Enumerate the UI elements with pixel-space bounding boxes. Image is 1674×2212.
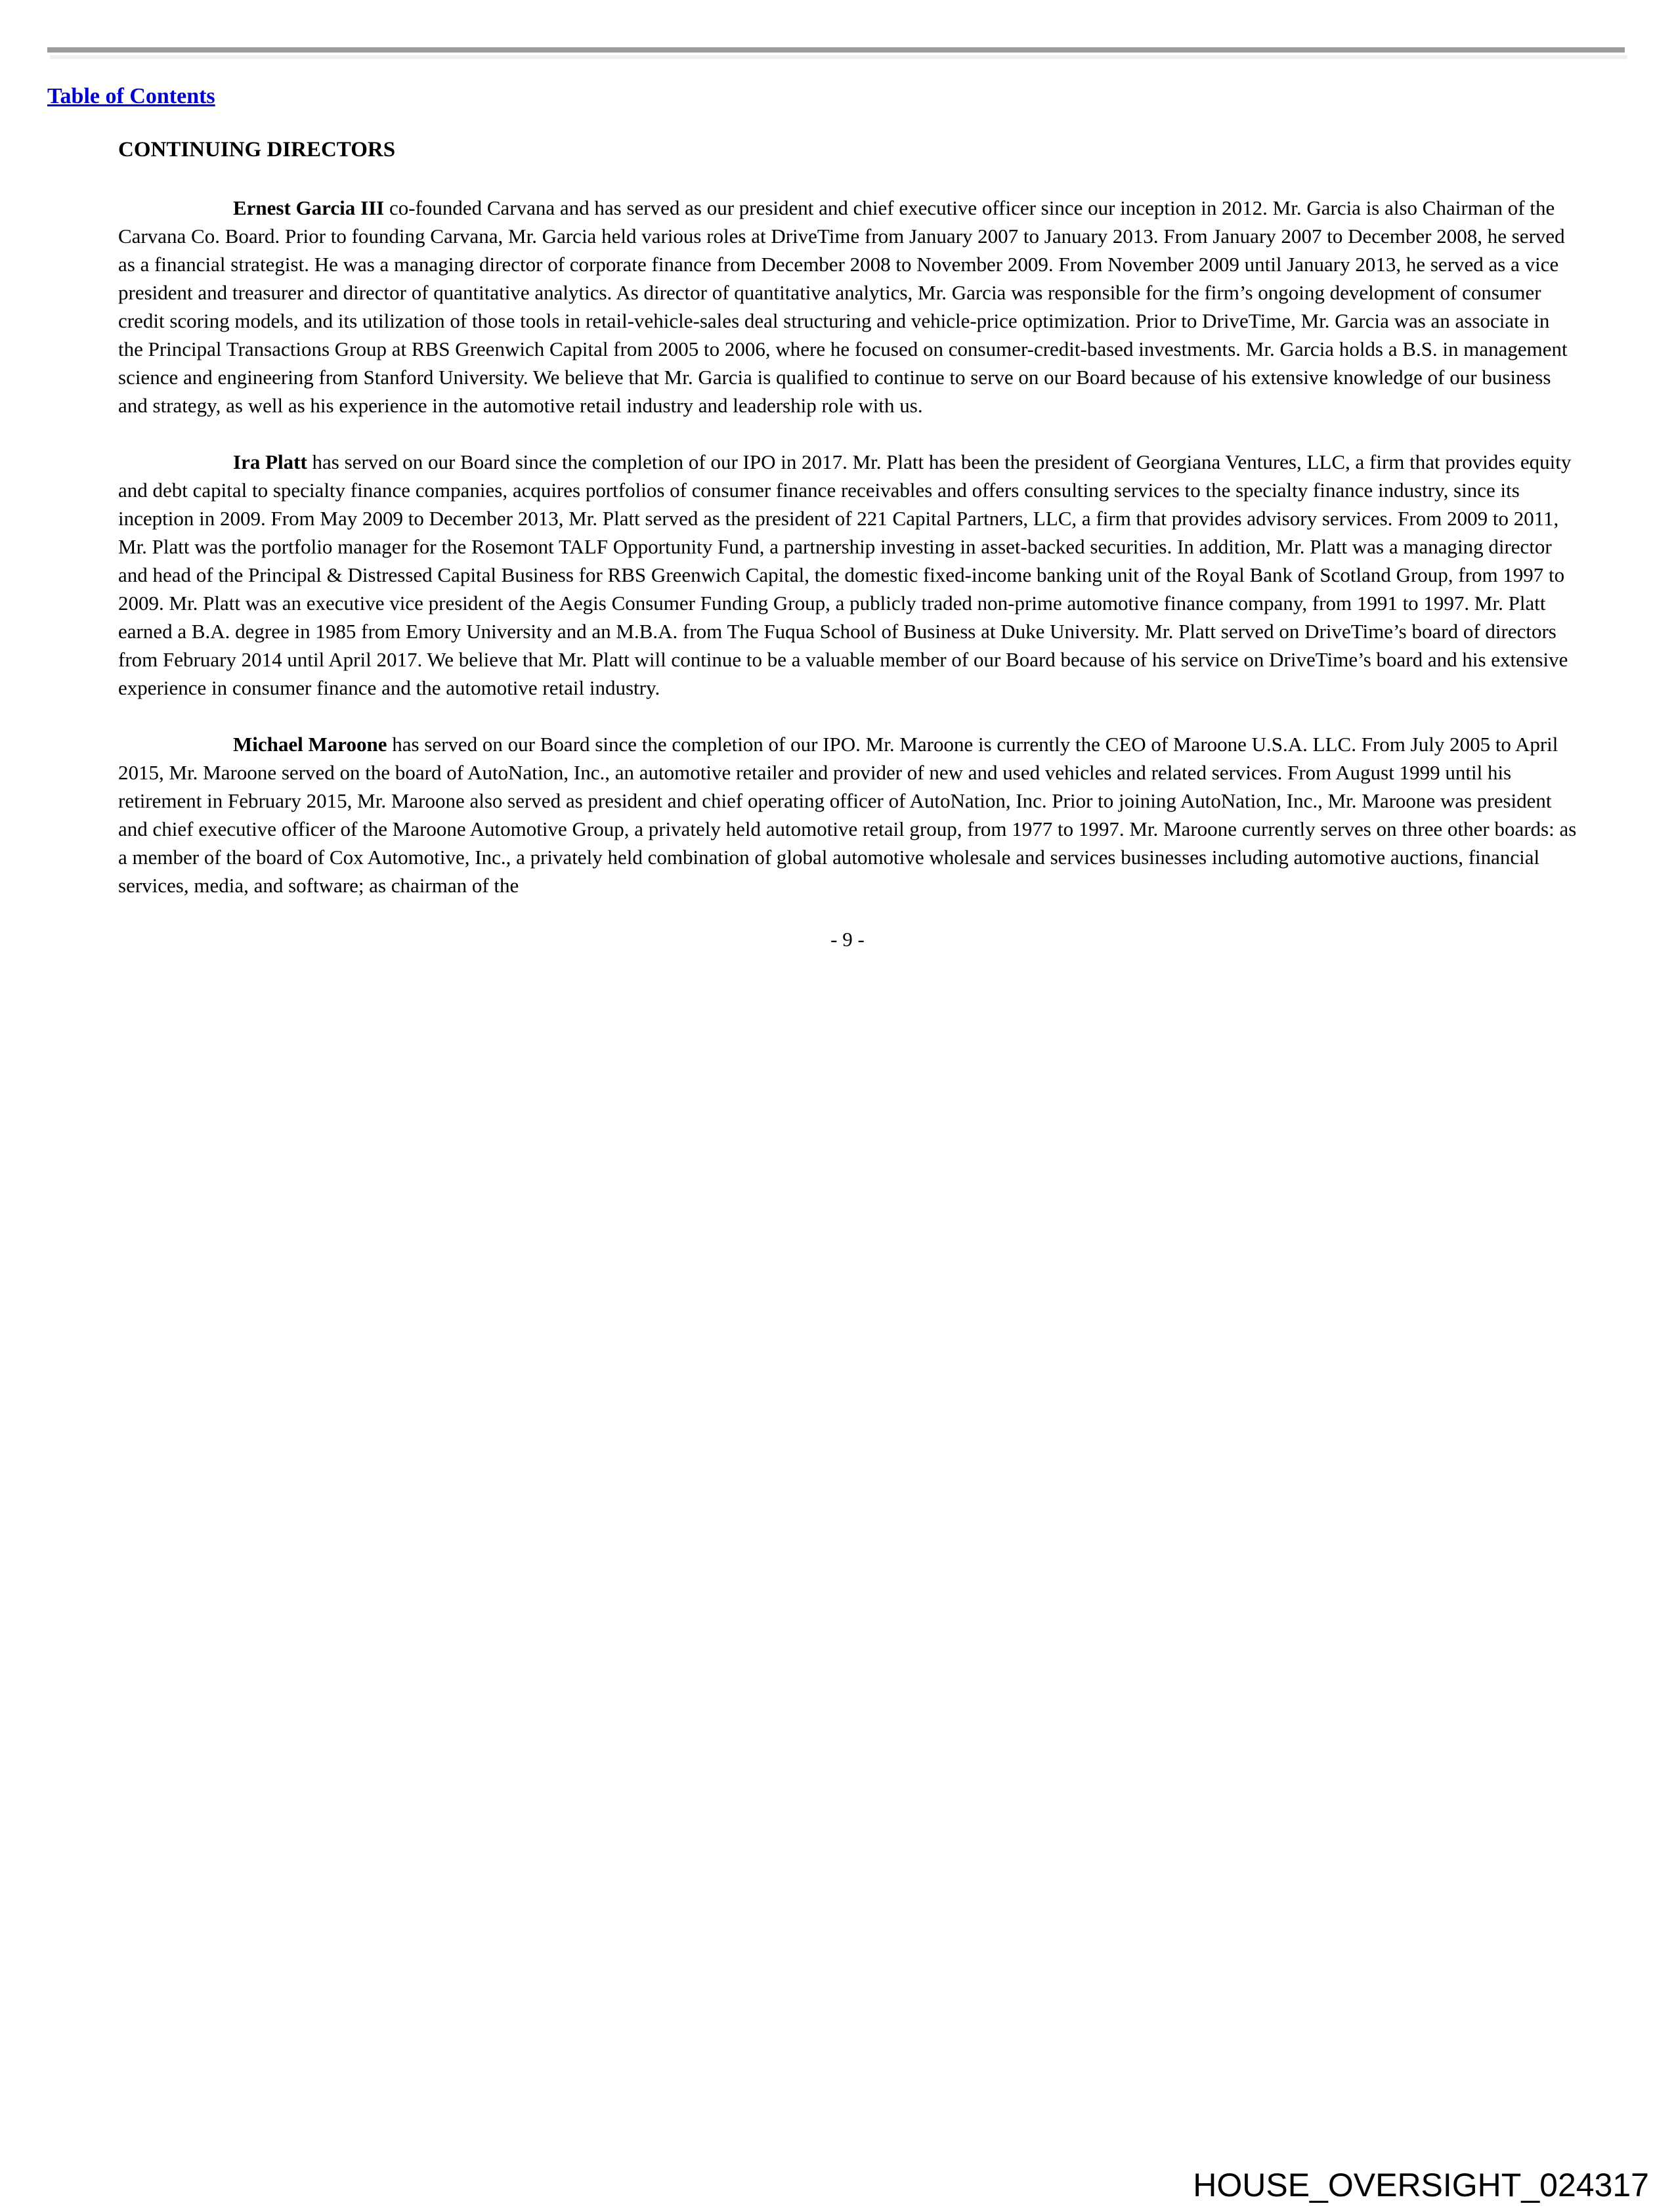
director-bio-text-maroone: has served on our Board since the completion of our IPO. Mr. Maroone is currently the CEO of Maroone U.S.A. LLC. From July 2005 to April 2015, Mr. Maroone served on the board of AutoNation, Inc., an automotive retailer and provider of new and used vehicles and related services. From August 1999 until his retirement in February 2015, Mr. Maroone also served as president and chief operating officer of AutoNation, Inc. Prior to joining AutoNation, Inc., Mr. Maroone was president and chief executive officer of the Maroone Automotive Group, a privately held automotive retail group, from 1977 to 1997. Mr. Maroone currently serves on three other boards: as a member of the board of Cox Automotive, Inc., a privately held combination of global automotive wholesale and services businesses including automotive auctions, financial services, media, and software; as chairman of the bbox=[118, 733, 1577, 897]
horizontal-rule bbox=[47, 47, 1625, 53]
director-bio-paragraph-garcia bbox=[118, 194, 1577, 420]
section-heading: CONTINUING DIRECTORS bbox=[118, 138, 396, 162]
director-name-platt: Ira Platt bbox=[233, 450, 307, 473]
director-bio-paragraph-platt bbox=[118, 448, 1577, 702]
page-number: - 9 - bbox=[830, 928, 865, 951]
director-name-maroone: Michael Maroone bbox=[233, 733, 387, 756]
director-bio-paragraph-maroone bbox=[118, 730, 1577, 900]
director-bio-text-garcia: co-founded Carvana and has served as our president and chief executive officer since our inception in 2012. Mr. Garcia is also Chairman of the Carvana Co. Board. Prior to founding Carvana, Mr. Garcia held various roles at DriveTime from January 2007 to January 2013. From January 2007 to December 2008, he served as a financial strategist. He was a managing director of corporate finance from December 2008 to November 2009. From November 2009 until January 2013, he served as a vice president and treasurer and director of quantitative analytics. As director of quantitative analytics, Mr. Garcia was responsible for the firm’s ongoing development of consumer credit scoring models, and its utilization of those tools in retail-vehicle-sales deal structuring and vehicle-price optimization. Prior to DriveTime, Mr. Garcia was an associate in the Principal Transactions Group at RBS Greenwich Capital from 2005 to 2006, where he focused on consumer-credit-based investments. Mr. Garcia holds a B.S. in management science and engineering from Stanford University. We believe that Mr. Garcia is qualified to continue to serve on our Board because of his extensive knowledge of our business and strategy, as well as his experience in the automotive retail industry and leadership role with us. bbox=[118, 196, 1568, 417]
document-body bbox=[118, 138, 1577, 951]
bates-stamp: HOUSE_OVERSIGHT_024317 bbox=[1193, 2167, 1649, 2203]
director-bio-text-platt: has served on our Board since the completion of our IPO in 2017. Mr. Platt has been the president of Georgiana Ventures, LLC, a firm that provides equity and debt capital to specialty finance companies, acquires portfolios of consumer finance receivables and offers consulting services to the specialty finance industry, since its inception in 2009. From May 2009 to December 2013, Mr. Platt served as the president of 221 Capital Partners, LLC, a firm that provides advisory services. From 2009 to 2011, Mr. Platt was the portfolio manager for the Rosemont TALF Opportunity Fund, a partnership investing in asset-backed securities. In addition, Mr. Platt was a managing director and head of the Principal & Distressed Capital Business for RBS Greenwich Capital, the domestic fixed-income banking unit of the Royal Bank of Scotland Group, from 1997 to 2009. Mr. Platt was an executive vice president of the Aegis Consumer Funding Group, a publicly traded non-prime automotive finance company, from 1991 to 1997. Mr. Platt earned a B.A. degree in 1985 from Emory University and an M.B.A. from The Fuqua School of Business at Duke University. Mr. Platt served on DriveTime’s board of directors from February 2014 until April 2017. We believe that Mr. Platt will continue to be a valuable member of our Board because of his service on DriveTime’s board and his extensive experience in consumer finance and the automotive retail industry. bbox=[118, 450, 1572, 699]
table-of-contents-link[interactable]: Table of Contents bbox=[47, 84, 215, 108]
director-name-garcia: Ernest Garcia III bbox=[233, 196, 385, 219]
